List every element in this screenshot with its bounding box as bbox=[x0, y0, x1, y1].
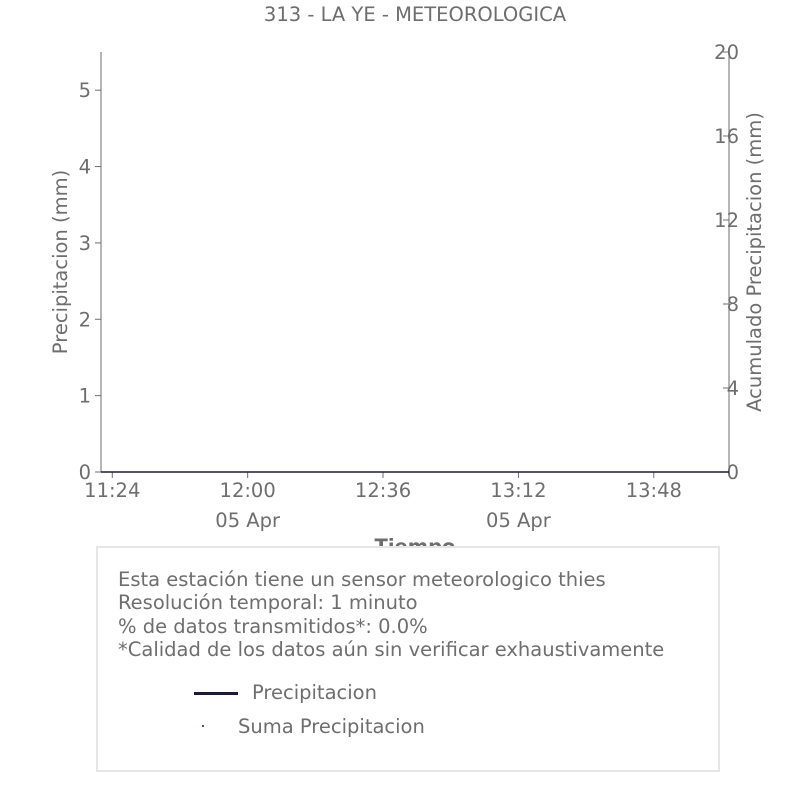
x-tick-date-label: 05 Apr bbox=[215, 509, 281, 532]
y-tick-label: 1 bbox=[78, 384, 91, 408]
y-tick-label: 5 bbox=[78, 79, 91, 103]
y-tick-label: 4 bbox=[78, 155, 91, 179]
x-axis-ticks bbox=[84, 472, 682, 532]
chart-title: 313 - LA YE - METEOROLOGICA bbox=[263, 3, 567, 26]
y2-tick-label: 12 bbox=[714, 209, 739, 232]
y-axis-ticks bbox=[79, 79, 101, 484]
legend-dot-swatch bbox=[202, 725, 204, 727]
y2-tick-label: 8 bbox=[726, 293, 739, 316]
y2-axis-ticks bbox=[714, 41, 739, 484]
y2-tick-label: 20 bbox=[714, 41, 739, 64]
x-tick-date-label: 05 Apr bbox=[486, 509, 551, 532]
legend-label-suma-precipitacion: Suma Precipitacion bbox=[238, 715, 425, 738]
x-tick-label: 13:48 bbox=[625, 479, 682, 502]
y-tick-label: 0 bbox=[78, 461, 91, 484]
y-tick-label: 2 bbox=[78, 308, 91, 332]
legend-line-swatch bbox=[194, 692, 238, 695]
y-axis-label: Precipitacion (mm) bbox=[49, 169, 72, 355]
x-tick-label: 12:36 bbox=[354, 479, 412, 502]
x-tick-label: 12:00 bbox=[219, 479, 276, 502]
y2-axis-label: Acumulado Precipitacion (mm) bbox=[743, 112, 766, 412]
x-tick-label: 11:24 bbox=[84, 479, 141, 502]
info-box bbox=[96, 546, 720, 772]
x-tick-label: 13:12 bbox=[490, 479, 547, 502]
info-line-resolution: Resolución temporal: 1 minuto bbox=[118, 591, 418, 615]
info-line-transmitted: % de datos transmitidos*: 0.0% bbox=[118, 614, 428, 638]
y2-tick-label: 0 bbox=[726, 461, 739, 484]
legend-label-precipitacion: Precipitacion bbox=[252, 681, 377, 704]
info-line-sensor: Esta estación tiene un sensor meteorologico thies bbox=[118, 568, 606, 591]
y-tick-label: 3 bbox=[78, 231, 91, 255]
y2-tick-label: 4 bbox=[726, 377, 739, 400]
info-line-quality: *Calidad de los datos aún sin verificar exhaustivamente bbox=[118, 637, 665, 661]
info-text bbox=[118, 568, 664, 661]
y2-tick-label: 16 bbox=[714, 125, 739, 148]
